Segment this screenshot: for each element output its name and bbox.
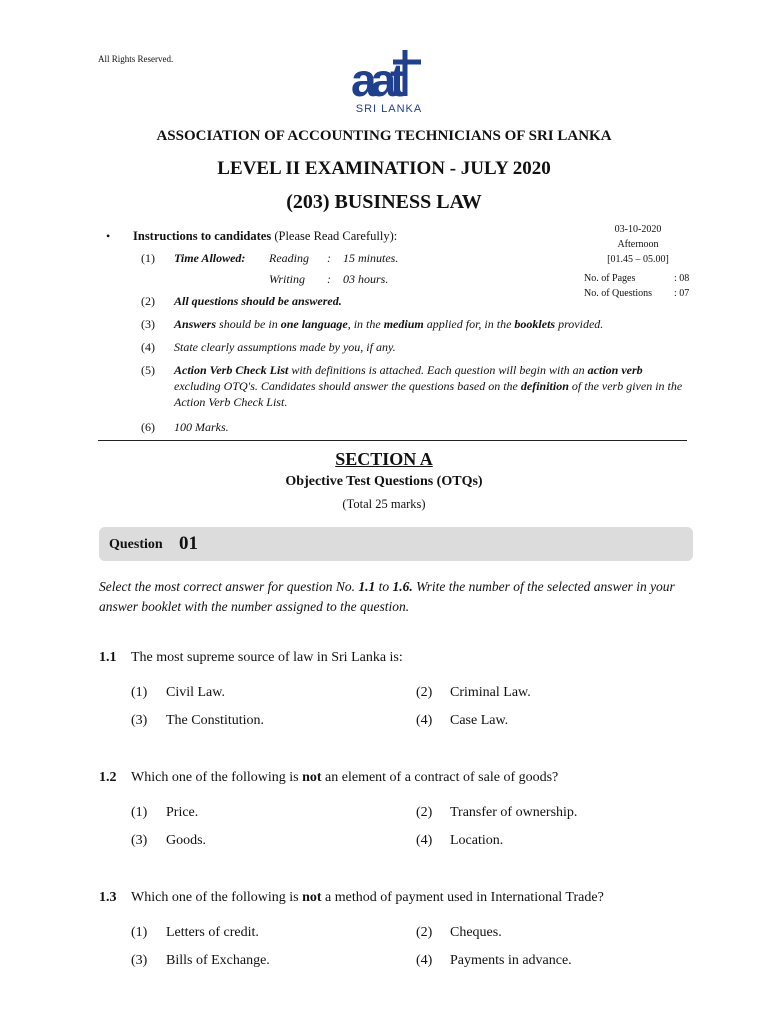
subquestion-emphasis: not	[302, 890, 322, 905]
pages-label: No. of Pages	[584, 273, 636, 284]
aat-logo-graphic	[347, 48, 431, 116]
directive-emphasis: 1.6.	[392, 579, 413, 594]
option-number: (3)	[131, 953, 148, 968]
writing-value: 03 hours.	[343, 272, 389, 286]
option-text: Civil Law.	[166, 685, 225, 700]
subquestion-number: 1.1	[99, 650, 117, 665]
subquestion-fragment: a method of payment used in International Trade?	[321, 890, 604, 905]
option-text: Letters of credit.	[166, 925, 259, 940]
organization-name: ASSOCIATION OF ACCOUNTING TECHNICIANS OF SRI LANKA	[156, 128, 612, 144]
instruction-number: (5)	[141, 363, 155, 377]
instruction-fragment: of the verb given in the Action Verb Check List.	[174, 379, 683, 409]
section-subtitle: Objective Test Questions (OTQs)	[285, 474, 483, 489]
instruction-emphasis: one language	[280, 317, 348, 331]
option-text: Goods.	[166, 833, 207, 848]
pages-count	[584, 273, 694, 284]
question-number: 01	[179, 533, 198, 554]
subquestion-text	[131, 890, 604, 906]
section-title: SECTION A	[335, 449, 433, 469]
option-number: (4)	[416, 953, 433, 968]
instruction-fragment: excluding OTQ's. Candidates should answer the questions based on the	[174, 379, 521, 393]
option-number: (3)	[131, 833, 148, 848]
instruction-emphasis: Answers	[174, 317, 217, 331]
subquestion-fragment: Which one of the following is	[131, 770, 303, 785]
instruction-emphasis: definition	[520, 379, 569, 393]
subquestion-number: 1.3	[99, 890, 117, 905]
option-number: (1)	[131, 925, 148, 940]
option-text: Bills of Exchange.	[166, 953, 270, 968]
exam-time: [01.45 – 05.00]	[607, 254, 669, 265]
question-label: Question	[109, 537, 163, 552]
instruction-fragment: with definitions is attached. Each question will begin with an	[288, 363, 588, 377]
option-text: Location.	[450, 833, 504, 848]
instruction-text: State clearly assumptions made by you, if any.	[174, 340, 396, 354]
instruction-number: (2)	[141, 294, 155, 308]
exam-date: 03-10-2020	[614, 224, 662, 235]
instruction-emphasis: Action Verb Check List	[174, 363, 289, 377]
instruction-text	[174, 362, 690, 410]
instruction-number: (4)	[141, 340, 155, 354]
time-allowed-label: Time Allowed:	[174, 251, 246, 265]
instruction-text: All questions should be answered.	[174, 294, 342, 308]
subquestion-text: The most supreme source of law in Sri Lanka is:	[131, 650, 403, 665]
option-number: (4)	[416, 713, 433, 728]
option-number: (1)	[131, 805, 148, 820]
directive-fragment: Select the most correct answer for question No.	[99, 579, 359, 594]
rights-notice: All Rights Reserved.	[98, 54, 174, 64]
directive-fragment: Write the number of the selected answer in your answer booklet with the number assigned to the question.	[99, 579, 675, 614]
option-number: (3)	[131, 713, 148, 728]
reading-separator: :	[327, 251, 331, 265]
subject-title: (203) BUSINESS LAW	[286, 191, 482, 213]
instruction-fragment: should be in	[216, 317, 281, 331]
writing-label: Writing	[269, 272, 306, 286]
subquestion-fragment: Which one of the following is	[131, 890, 303, 905]
logo-country-text: SRI LANKA	[355, 103, 423, 115]
directive-fragment: to	[375, 579, 393, 594]
instruction-fragment: , in the	[347, 317, 384, 331]
instruction-text: 100 Marks.	[174, 420, 229, 434]
instruction-number: (1)	[141, 251, 155, 265]
subquestion-number: 1.2	[99, 770, 117, 785]
option-text: Criminal Law.	[450, 685, 531, 700]
instruction-emphasis: medium	[383, 317, 424, 331]
instruction-text	[174, 316, 694, 332]
question-directive	[99, 577, 699, 617]
exam-level: LEVEL II EXAMINATION - JULY 2020	[217, 158, 551, 179]
instruction-number: (6)	[141, 420, 155, 434]
section-divider	[98, 440, 687, 441]
questions-label: No. of Questions	[584, 288, 653, 299]
instructions-heading-bold: Instructions to candidates	[133, 229, 272, 243]
instruction-fragment: applied for, in the	[423, 317, 515, 331]
aat-logo	[347, 48, 431, 116]
instructions-heading	[133, 229, 397, 244]
subquestion-fragment: an element of a contract of sale of goods?	[321, 770, 559, 785]
option-text: Payments in advance.	[450, 953, 572, 968]
option-number: (2)	[416, 805, 433, 820]
directive-emphasis: 1.1	[358, 579, 376, 594]
writing-separator: :	[327, 272, 331, 286]
option-text: Cheques.	[450, 925, 502, 940]
instructions-heading-rest: (Please Read Carefully):	[271, 229, 398, 243]
option-number: (1)	[131, 685, 148, 700]
option-number: (2)	[416, 685, 433, 700]
instruction-number: (3)	[141, 317, 155, 331]
instruction-fragment: provided.	[555, 317, 604, 331]
option-text: Price.	[166, 805, 199, 820]
option-text: Transfer of ownership.	[450, 805, 578, 820]
subquestion-emphasis: not	[302, 770, 322, 785]
subquestion-text	[131, 770, 558, 786]
pages-value: : 08	[674, 273, 690, 284]
reading-label: Reading	[269, 251, 309, 265]
option-text: Case Law.	[450, 713, 509, 728]
instructions-bullet: •	[106, 229, 111, 243]
option-number: (2)	[416, 925, 433, 940]
reading-value: 15 minutes.	[343, 251, 399, 265]
instruction-emphasis: booklets	[514, 317, 556, 331]
option-text: The Constitution.	[166, 713, 264, 728]
section-marks: (Total 25 marks)	[342, 497, 426, 511]
exam-session: Afternoon	[617, 239, 659, 250]
logo-brand-text: aat	[351, 54, 400, 106]
option-number: (4)	[416, 833, 433, 848]
instruction-emphasis: action verb	[587, 363, 643, 377]
questions-value: : 07	[674, 288, 690, 299]
